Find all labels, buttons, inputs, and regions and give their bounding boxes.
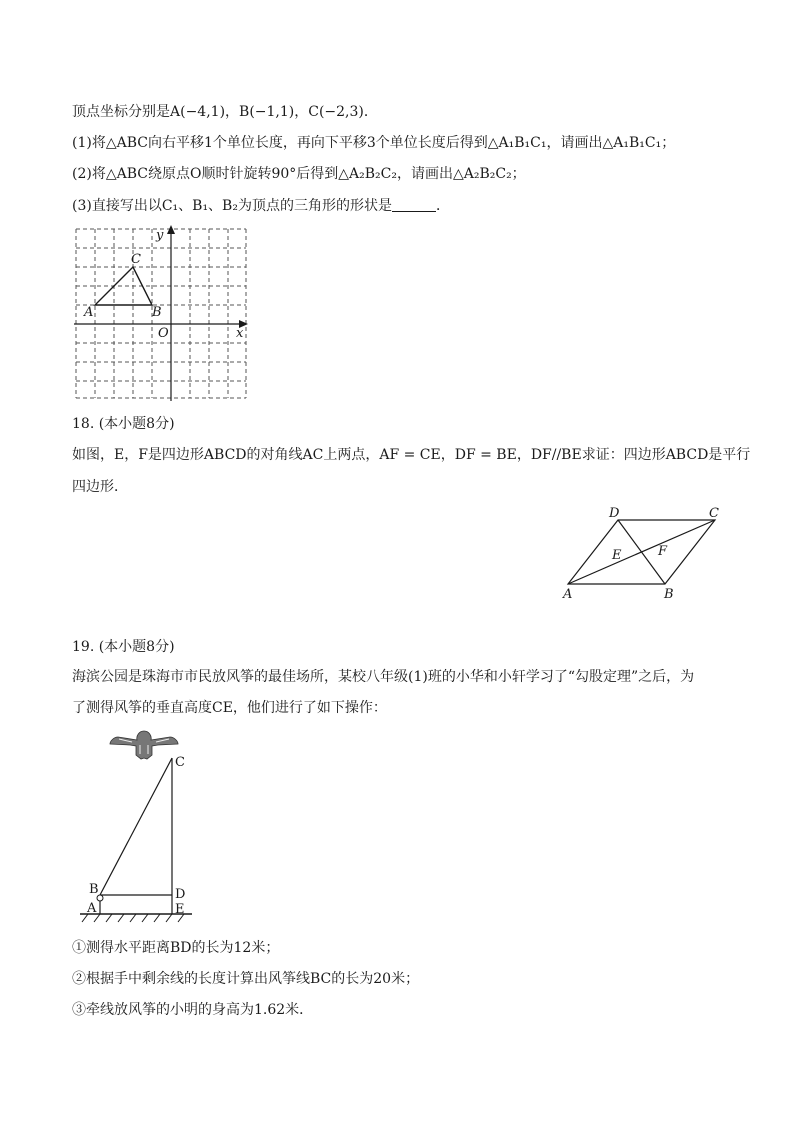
point-b-label: B <box>152 305 162 320</box>
label-c: C <box>709 506 719 521</box>
q19-header: 19. (本小题8分) <box>72 639 175 655</box>
label-b: B <box>89 882 99 897</box>
parallelogram-figure <box>560 502 740 602</box>
triangle-abc <box>95 267 152 305</box>
kite-bird-icon <box>110 731 178 759</box>
q18-line2: 四边形． <box>72 479 128 495</box>
kite-string-bc <box>100 758 172 895</box>
origin-label: O <box>158 326 169 341</box>
q18-header: 18. (本小题8分) <box>72 416 175 432</box>
label-e: E <box>175 902 185 917</box>
point-a-label: A <box>84 305 94 320</box>
answer-blank <box>392 197 436 212</box>
label-d: D <box>175 887 186 902</box>
q17-part1: (1)将△ABC向右平移1个单位长度，再向下平移3个单位长度后得到△A₁B₁C₁，请画出△A₁B₁C₁； <box>72 135 676 151</box>
kite-figure <box>74 728 214 928</box>
q17-part3-end: ． <box>435 198 450 214</box>
q17-intro: 顶点坐标分别是A(−4,1)，B(−1,1)，C(−2,3)． <box>72 104 378 120</box>
q17-part3 <box>72 196 450 216</box>
label-a: A <box>563 587 573 602</box>
q19-line2: 了测得风筝的垂直高度CE，他们进行了如下操作： <box>72 700 387 716</box>
x-axis-label: x <box>236 326 244 341</box>
label-c: C <box>175 755 185 770</box>
q19-step3: ③牵线放风筝的小明的身高为1.62米． <box>72 1002 314 1018</box>
q19-step1: ①测得水平距离BD的长为12米； <box>72 940 280 956</box>
label-e: E <box>612 548 622 563</box>
ground-hatching <box>82 914 184 922</box>
q17-part3-text: (3)直接写出以C₁、B₁、B₂为顶点的三角形的形状是 <box>72 198 392 214</box>
y-axis-label: y <box>156 228 164 243</box>
label-b: B <box>664 587 674 602</box>
label-a: A <box>87 901 97 916</box>
q17-part2: (2)将△ABC绕原点O顺时针旋转90°后得到△A₂B₂C₂，请画出△A₂B₂C₂； <box>72 166 526 182</box>
q19-step2: ②根据手中剩余线的长度计算出风筝线BC的长为20米； <box>72 971 420 987</box>
label-f: F <box>658 544 668 559</box>
q18-line1: 如图，E，F是四边形ABCD的对角线AC上两点，AF = CE，DF = BE，DF//BE求证：四边形ABCD是平行 <box>72 447 751 463</box>
q19-line1: 海滨公园是珠海市市民放风筝的最佳场所，某校八年级(1)班的小华和小轩学习了“勾股定理”之后，为 <box>72 669 695 685</box>
coordinate-grid-figure <box>72 225 252 405</box>
label-d: D <box>609 506 620 521</box>
point-c-label: C <box>131 252 141 267</box>
